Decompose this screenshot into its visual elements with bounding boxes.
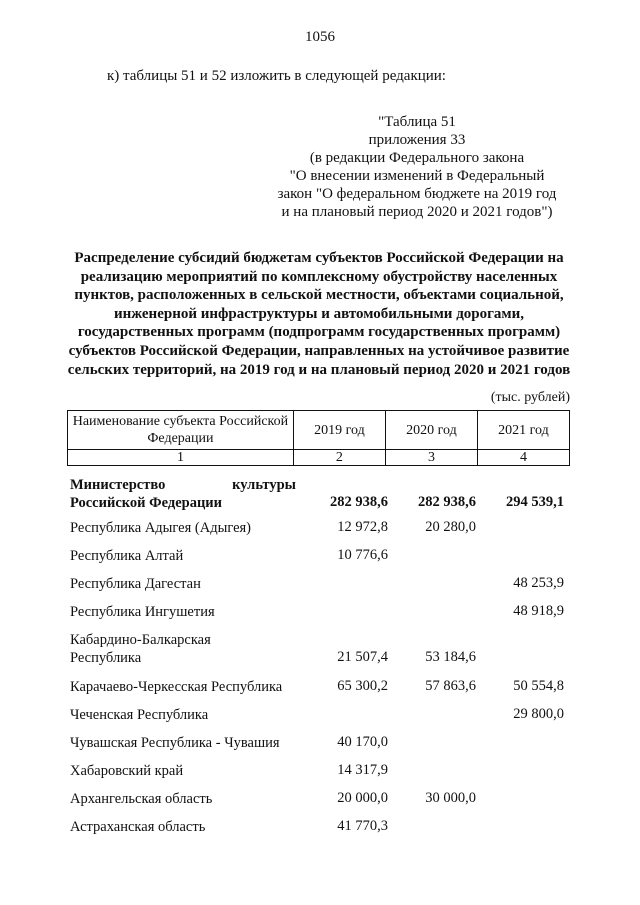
table-reference — [262, 113, 572, 221]
column-number: 3 — [385, 450, 477, 466]
column-number: 4 — [477, 450, 569, 466]
value-2021: 48 918,9 — [513, 603, 564, 619]
region-name: Республика Алтай — [70, 548, 184, 564]
total-2019: 282 938,6 — [330, 494, 388, 510]
total-name — [70, 476, 296, 512]
total-2020: 282 938,6 — [418, 494, 476, 510]
value-2020: 20 280,0 — [425, 519, 476, 535]
table-header — [67, 410, 570, 466]
value-2019: 12 972,8 — [337, 519, 388, 535]
region-name: Чувашская Республика - Чувашия — [70, 735, 280, 751]
header-2019: 2019 год — [293, 411, 385, 450]
reference-line: (в редакции Федерального закона — [309, 150, 525, 166]
region-name: Республика Ингушетия — [70, 604, 215, 620]
header-subject: Наименование субъекта Российской Федерации — [68, 411, 294, 450]
region-name: Астраханская область — [70, 819, 206, 835]
value-2019: 41 770,3 — [337, 818, 388, 834]
total-name-part: Министерство — [70, 477, 166, 493]
reference-line: приложения 33 — [368, 132, 466, 148]
value-2019: 20 000,0 — [337, 790, 388, 806]
value-2021: 29 800,0 — [513, 706, 564, 722]
value-2019: 14 317,9 — [337, 762, 388, 778]
reference-line: и на плановый период 2020 и 2021 годов") — [281, 204, 553, 220]
document-title: Распределение субсидий бюджетам субъектов Российской Федерации на реализацию мероприятий по комплексному обустройству населенных пунктов, расположенных в сельской местности, объектами социальной, инженерной инфраструктуры и автомобильными дорогами, государственных программ (подпрограмм государственных программ) субъектов Российской Федерации, направленных на устойчивое развитие сельских территорий, на 2019 год и на плановый период 2020 и 2021 годов — [67, 250, 571, 378]
region-name: Хабаровский край — [70, 763, 184, 779]
value-2019: 10 776,6 — [337, 547, 388, 563]
header-2020: 2020 год — [385, 411, 477, 450]
region-name: Карачаево-Черкесская Республика — [70, 679, 283, 695]
page-number: 1056 — [305, 29, 335, 45]
value-2020: 57 863,6 — [425, 678, 476, 694]
reference-line: "Таблица 51 — [378, 114, 456, 130]
region-name: Чеченская Республика — [70, 707, 209, 723]
column-number: 1 — [68, 450, 294, 466]
intro-text: к) таблицы 51 и 52 изложить в следующей редакции: — [107, 68, 446, 84]
reference-line: "О внесении изменений в Федеральный — [289, 168, 545, 184]
total-2021: 294 539,1 — [506, 494, 564, 510]
value-2020: 30 000,0 — [425, 790, 476, 806]
value-2019: 65 300,2 — [337, 678, 388, 694]
total-name-part: культуры — [232, 477, 296, 493]
total-row — [70, 476, 570, 512]
total-name-part: Российской Федерации — [70, 495, 223, 511]
value-2019: 21 507,4 — [337, 649, 388, 665]
region-name: Архангельская область — [70, 791, 213, 807]
region-name: Республика Дагестан — [70, 576, 201, 592]
region-name: Республика Адыгея (Адыгея) — [70, 520, 252, 536]
value-2020: 53 184,6 — [425, 649, 476, 665]
column-number: 2 — [293, 450, 385, 466]
reference-line: закон "О федеральном бюджете на 2019 год — [277, 186, 557, 202]
value-2021: 50 554,8 — [513, 678, 564, 694]
header-2021: 2021 год — [477, 411, 569, 450]
table-row — [70, 631, 570, 667]
region-name: Кабардино-Балкарская Республика — [70, 632, 211, 666]
unit-label: (тыс. рублей) — [490, 390, 570, 405]
value-2019: 40 170,0 — [337, 734, 388, 750]
value-2021: 48 253,9 — [513, 575, 564, 591]
